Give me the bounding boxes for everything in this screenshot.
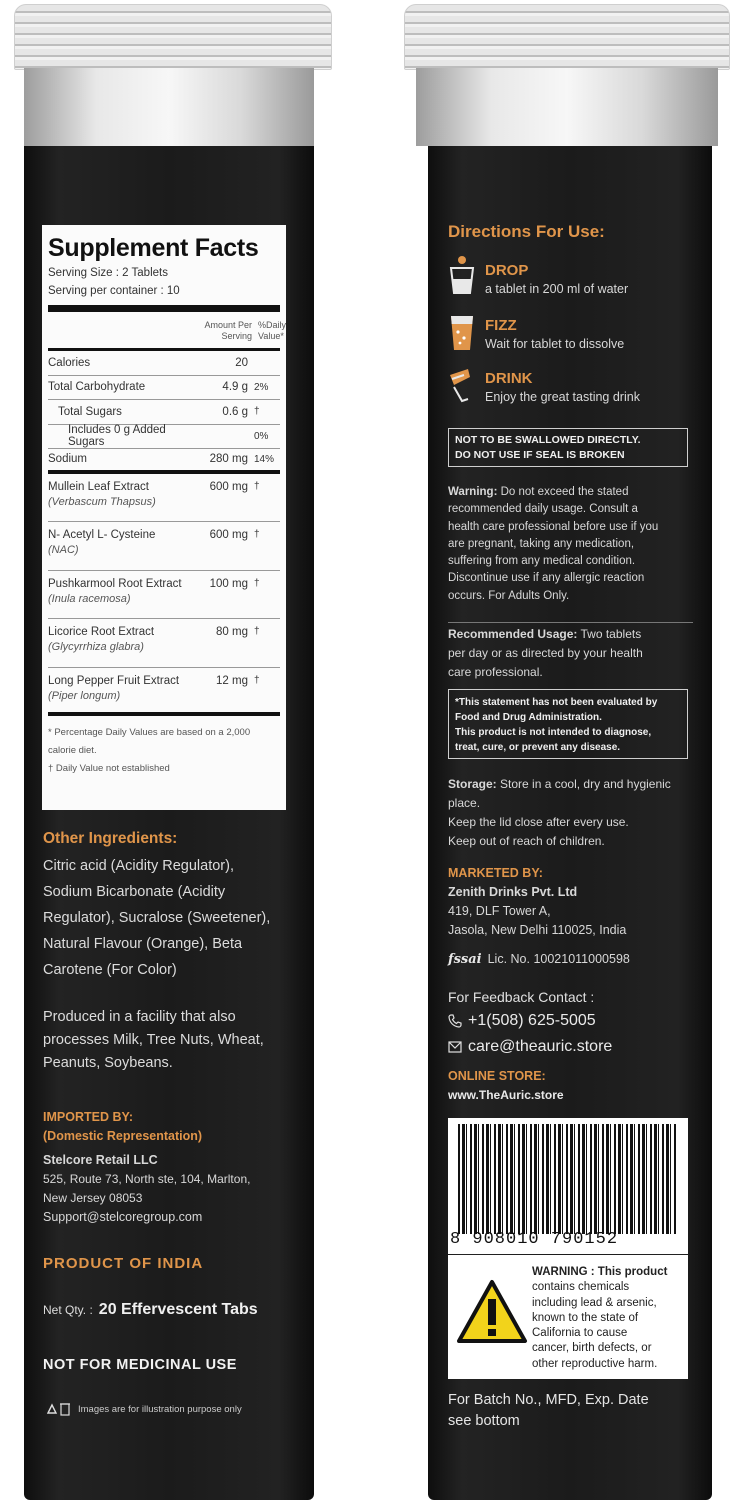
facts-divider-thick (48, 305, 280, 312)
other-ingredients-title: Other Ingredients: (43, 830, 178, 847)
extract-row: Licorice Root Extract (Glycyrrhiza glabra) 80 mg † (48, 619, 280, 668)
facility-statement: Produced in a facility that also processes Milk, Tree Nuts, Wheat, Peanuts, Soybeans. (43, 1009, 264, 1071)
importer-address-1: 525, Route 73, North ste, 104, Marlton, (43, 1172, 251, 1186)
footnote-not-established: † Daily Value not established (48, 763, 170, 774)
step-drink-title: DRINK (485, 370, 533, 387)
extract-row: Mullein Leaf Extract (Verbascum Thapsus) 600 mg † (48, 474, 280, 523)
barcode (448, 1118, 688, 1254)
marketer-name: Zenith Drinks Pvt. Ltd (448, 885, 578, 899)
batch-info: For Batch No., MFD, Exp. Date see bottom (448, 1392, 649, 1429)
facts-row: Includes 0 g Added Sugars 0% (48, 425, 280, 450)
step-drop-text: a tablet in 200 ml of water (485, 282, 629, 296)
storage-text: Storage: Store in a cool, dry and hygienic place. Keep the lid close after every use. Keep out of reach of children. (448, 777, 671, 848)
website-url[interactable]: www.TheAuric.store (448, 1088, 564, 1102)
serving-per-container: Serving per container : 10 (48, 285, 180, 297)
net-qty (43, 1301, 258, 1319)
phone-row (448, 1012, 596, 1030)
fda-disclaimer-box: *This statement has not been evaluated by Food and Drug Administration. This product is not intended to diagnose, treat, cure, or prevent any disease. (448, 689, 688, 759)
fssai-license (448, 950, 630, 969)
facts-row: Total Carbohydrate 4.9 g 2% (48, 376, 280, 401)
email-address[interactable]: care@theauric.store (468, 1038, 613, 1055)
barcode-digits: 8 908010 790152 (450, 1230, 619, 1249)
phone-icon (448, 1014, 462, 1028)
col-amount: Amount Per Serving (204, 320, 252, 341)
facts-footnotes (48, 724, 280, 778)
right-cap-ridges (404, 4, 730, 70)
left-cap-band (24, 68, 314, 146)
warning-text: Warning: Do not exceed the stated recommended daily usage. Consult a health care professional before use if you are pregnant, taking any medication, suffering from any medical condition. Discontinue use if any allergic reaction occurs. For Adults Only. (448, 486, 659, 602)
left-cap-ridges (14, 4, 332, 70)
not-for-medicinal-use: NOT FOR MEDICINAL USE (43, 1357, 237, 1373)
marketer-address-2: Jasola, New Delhi 110025, India (448, 923, 627, 937)
footnote-daily-values: * Percentage Daily Values are based on a 2,000 calorie diet. (48, 727, 251, 756)
fssai-logo: fssai (448, 952, 482, 967)
right-cap-band (416, 68, 718, 146)
warning-triangle-icon (456, 1279, 528, 1345)
serving-size: Serving Size : 2 Tablets (48, 267, 168, 279)
recycle-icon (44, 1400, 74, 1418)
importer-address-2: New Jersey 08053 (43, 1191, 143, 1205)
facts-header (48, 320, 287, 342)
directions-title: Directions For Use: (448, 222, 605, 241)
extract-row: N- Acetyl L- Cysteine (NAC) 600 mg † (48, 522, 280, 571)
prop65-text: WARNING : This product contains chemicals including lead & arsenic, known to the state of California to cause cancer, birth defects, or other reproductive harm. (532, 1266, 668, 1370)
license-number: Lic. No. 10021011000598 (487, 952, 630, 966)
supplement-facts-panel (42, 225, 286, 810)
illustration-note: Images are for illustration purpose only (44, 1400, 242, 1418)
importer-email: Support@stelcoregroup.com (43, 1210, 203, 1224)
marketed-by-label: MARKETED BY: (448, 866, 543, 880)
extract-row: Long Pepper Fruit Extract (Piper longum) 12 mg † (48, 668, 280, 717)
glass-fizz-icon (448, 312, 476, 352)
feedback-label: For Feedback Contact : (448, 989, 595, 1005)
importer-name: Stelcore Retail LLC (43, 1153, 158, 1167)
step-fizz-text: Wait for tablet to dissolve (485, 337, 625, 351)
barcode-bars (458, 1124, 678, 1234)
net-qty-value: 20 Effervescent Tabs (98, 1301, 258, 1318)
glass-drop-icon (448, 255, 476, 295)
facts-title: Supplement Facts (48, 234, 259, 262)
phone-number[interactable]: +1(508) 625-5005 (468, 1012, 596, 1029)
seal-warning-box: NOT TO BE SWALLOWED DIRECTLY. DO NOT USE IF SEAL IS BROKEN (448, 428, 688, 467)
email-row (448, 1038, 612, 1056)
marketer-address-1: 419, DLF Tower A, (448, 904, 551, 918)
step-drink-text: Enjoy the great tasting drink (485, 390, 640, 404)
imported-by-label: IMPORTED BY: (43, 1110, 134, 1124)
col-dv: %Daily Value* (258, 320, 287, 341)
facts-row: Sodium 280 mg 14% (48, 449, 280, 474)
product-of-india: PRODUCT OF INDIA (43, 1255, 204, 1272)
net-qty-label: Net Qty. : (43, 1303, 93, 1317)
glass-drink-icon (448, 365, 476, 405)
other-ingredients-list: Citric acid (Acidity Regulator), Sodium Bicarbonate (Acidity Regulator), Sucralose (Sweetener), Natural Flavour (Orange), Beta Carotene (For Color) (43, 858, 271, 978)
extract-row: Pushkarmool Root Extract (Inula racemosa) 100 mg † (48, 571, 280, 620)
domestic-representation-label: (Domestic Representation) (43, 1129, 203, 1143)
prop65-warning (448, 1255, 688, 1379)
recommended-usage: Recommended Usage: Two tablets per day or as directed by your health care professional. (448, 622, 693, 682)
step-fizz-title: FIZZ (485, 317, 517, 334)
facts-row: Calories 20 (48, 351, 280, 376)
step-drop-title: DROP (485, 262, 529, 279)
envelope-icon (448, 1041, 462, 1053)
facts-row: Total Sugars 0.6 g † (48, 400, 280, 425)
online-store-label: ONLINE STORE: (448, 1069, 546, 1083)
